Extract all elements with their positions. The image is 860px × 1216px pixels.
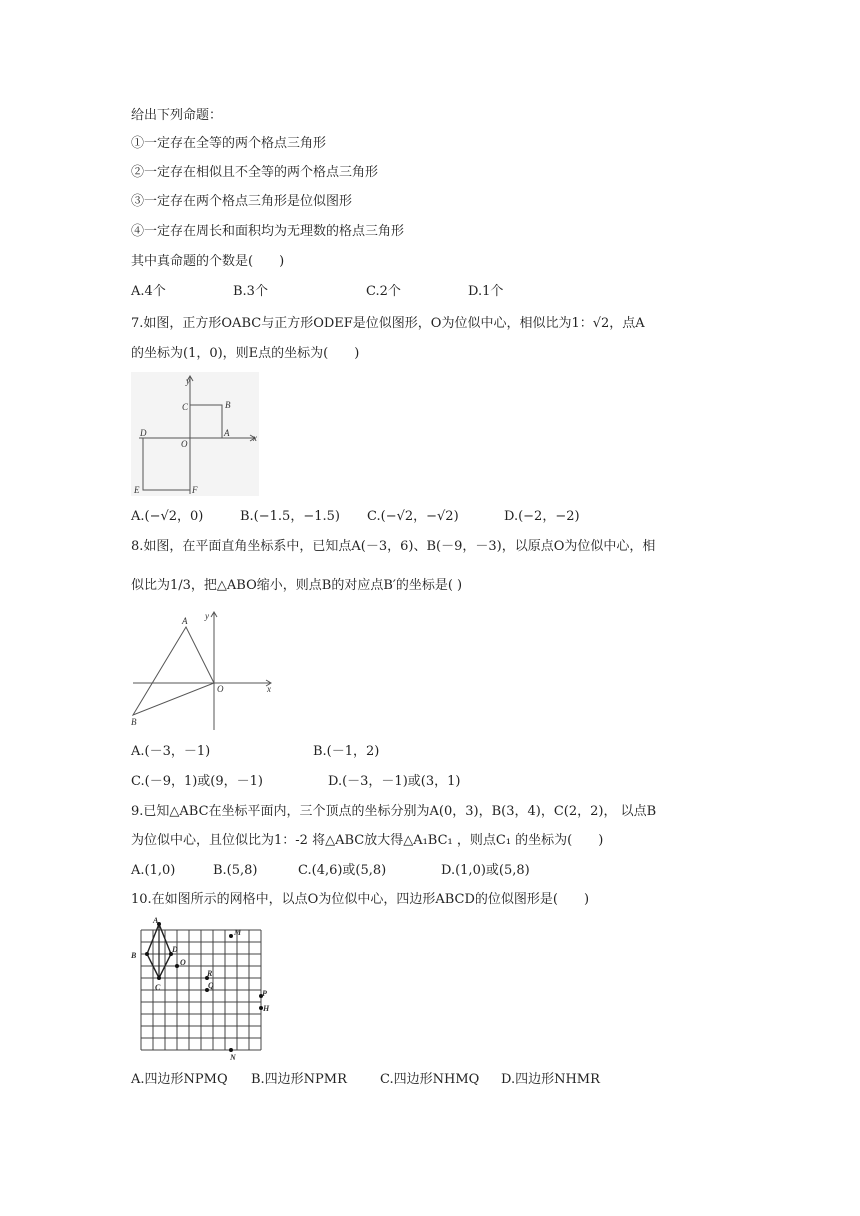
q8-label-a: A <box>182 616 188 626</box>
q7-option-d: D.(−2，−2) <box>504 509 580 524</box>
intro-question: 其中真命题的个数是( ) <box>131 254 285 269</box>
q8-label-b: B <box>131 717 137 727</box>
q10-label-m: M <box>234 928 242 937</box>
q8-line2: 似比为1/3，把△ABO缩小，则点B的对应点B′的坐标是( ) <box>131 578 463 593</box>
q10-label-q: Q <box>208 981 214 990</box>
q7-line2: 的坐标为(1，0)，则E点的坐标为( ) <box>131 346 360 361</box>
q7-label-a: A <box>224 428 230 438</box>
intro-option-a: A.4个 <box>131 284 166 299</box>
q10-label-p: P <box>262 989 267 998</box>
q10-label-d: D <box>172 945 178 954</box>
q7-label-b: B <box>225 400 231 410</box>
q8-label-y: y <box>205 611 209 621</box>
q7-line1: 7.如图，正方形OABC与正方形ODEF是位似图形，O为位似中心，相似比为1：√2，点A <box>131 316 645 331</box>
q8-figure <box>131 608 276 732</box>
q10-label-o: O <box>180 958 186 967</box>
q7-option-c: C.(−√2，−√2) <box>367 509 459 524</box>
q9-option-c: C.(4,6)或(5,8) <box>298 863 387 878</box>
q7-label-y: y <box>186 376 190 386</box>
q10-label-r: R <box>207 969 213 978</box>
q9-line2: 为位似中心，且位似比为1：-2 将△ABC放大得△A₁BC₁ ，则点C₁ 的坐标为( ) <box>131 833 604 848</box>
q7-label-e: E <box>134 485 140 495</box>
intro-lead: 给出下列命题： <box>131 108 223 123</box>
q7-label-c: C <box>182 402 189 412</box>
q9-option-b: B.(5,8) <box>213 863 258 878</box>
q10-grid-figure <box>129 916 279 1062</box>
q8-option-d: D.(－3，－1)或(3，1) <box>328 774 461 789</box>
q10-option-d: D.四边形NHMR <box>501 1072 600 1087</box>
q10-label-n: N <box>230 1053 236 1062</box>
q10-option-c: C.四边形NHMQ <box>380 1072 480 1087</box>
q9-option-d: D.(1,0)或(5,8) <box>441 863 530 878</box>
q10-label-h: H <box>263 1004 270 1013</box>
q8-label-o: O <box>217 684 224 694</box>
proposition-4: ④一定存在周长和面积均为无理数的格点三角形 <box>131 224 405 239</box>
q10-option-a: A.四边形NPMQ <box>131 1072 228 1087</box>
q7-figure <box>131 372 259 496</box>
q10-label-c: C <box>155 983 161 992</box>
q7-option-b: B.(−1.5，−1.5) <box>240 509 340 524</box>
intro-option-c: C.2个 <box>366 284 401 299</box>
q8-label-x: x <box>267 684 271 694</box>
intro-option-d: D.1个 <box>468 284 504 299</box>
q10-label-a: A <box>153 916 159 925</box>
proposition-3: ③一定存在两个格点三角形是位似图形 <box>131 194 353 209</box>
q7-label-x: x <box>253 433 257 443</box>
q7-option-a: A.(−√2，0) <box>131 509 204 524</box>
q10-option-b: B.四边形NPMR <box>251 1072 347 1087</box>
q10-line1: 10.在如图所示的网格中，以点O为位似中心，四边形ABCD的位似图形是( ) <box>131 892 590 907</box>
q8-option-a: A.(－3，－1) <box>131 744 211 759</box>
q9-option-a: A.(1,0) <box>131 863 176 878</box>
q8-line1: 8.如图，在平面直角坐标系中，已知点A(－3，6)、B(－9，－3)，以原点O为位似中心，相 <box>131 539 656 554</box>
proposition-1: ①一定存在全等的两个格点三角形 <box>131 136 327 151</box>
q7-label-f: F <box>192 485 198 495</box>
q7-label-d: D <box>140 428 147 438</box>
q10-label-b: B <box>131 951 137 960</box>
q9-line1: 9.已知△ABC在坐标平面内，三个顶点的坐标分别为A(0，3)，B(3，4)，C(2，2)， 以点B <box>131 804 657 819</box>
q7-label-o: O <box>181 439 188 449</box>
intro-option-b: B.3个 <box>233 284 268 299</box>
q8-option-c: C.(－9，1)或(9，－1) <box>131 774 263 789</box>
proposition-2: ②一定存在相似且不全等的两个格点三角形 <box>131 165 379 180</box>
q8-option-b: B.(－1，2) <box>313 744 380 759</box>
